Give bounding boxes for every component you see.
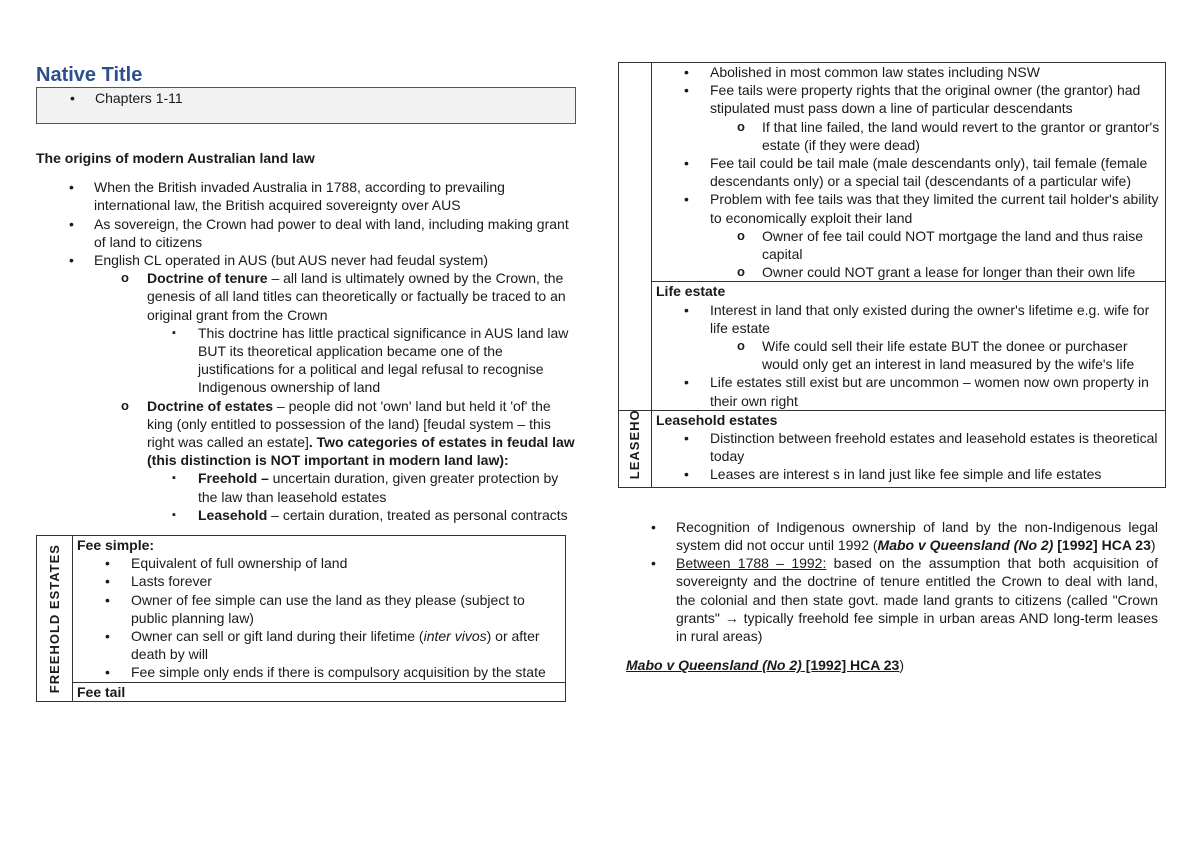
leasehold-side-label: LEASEHO — [619, 410, 652, 487]
list-item: • Problem with fee tails was that they limited the current tail holder's ability to economically exploit their land — [652, 190, 1165, 226]
freehold-side-label: FREEHOLD ESTATES — [37, 536, 73, 702]
list-item: • Equivalent of full ownership of land — [73, 554, 565, 572]
list-item: • Owner can sell or gift land during their lifetime (inter vivos) or after death by will — [73, 627, 565, 663]
chapters-item: • Chapters 1-11 — [37, 89, 575, 107]
origins-heading: The origins of modern Australian land law — [36, 150, 315, 166]
right-column — [618, 0, 1173, 674]
life-estate-cell — [652, 282, 1166, 410]
leasehold-item: ▪ Leasehold – certain duration, treated as personal contracts — [36, 506, 576, 524]
recognition-list — [618, 518, 1158, 645]
leasehold-cell — [652, 410, 1166, 487]
list-item: • When the British invaded Australia in 1788, according to prevailing international law, the British acquired sovereignty over AUS — [36, 178, 576, 214]
tenure-sub-item: ▪ This doctrine has little practical significance in AUS land law BUT its theoretical application became one of the justifications for a political and legal refusal to recognise Indigenous ownership of land — [36, 324, 576, 397]
between-item: • Between 1788 – 1992: based on the assumption that both acquisition of sovereignty and the doctrine of tenure entitled the Crown to deal with land, the colonial and then state govt. made land grants to citizens (called "Crown grants" → typically freehold fee simple in urban areas AND long-term leases in rural areas) — [618, 554, 1158, 645]
list-item: • Leases are interest s in land just like fee simple and life estates — [652, 465, 1165, 483]
fee-tail-cell — [73, 682, 566, 701]
list-item: • English CL operated in AUS (but AUS never had feudal system) — [36, 251, 576, 269]
case-heading: Mabo v Queensland (No 2) [1992] HCA 23) — [626, 657, 905, 674]
list-item: o Owner could NOT grant a lease for longer than their own life — [652, 263, 1165, 281]
chapters-box — [36, 87, 576, 124]
list-item: • Owner of fee simple can use the land as they please (subject to public planning law) — [73, 591, 565, 627]
fee-simple-cell — [73, 536, 566, 683]
list-item: • Fee tails were property rights that the original owner (the grantor) had stipulated must pass down a line of particular descendants — [652, 81, 1165, 117]
list-item: • Abolished in most common law states including NSW — [652, 63, 1165, 81]
freehold-item: ▪ Freehold – uncertain duration, given greater protection by the law than leasehold estates — [36, 469, 576, 505]
doctrine-of-estates-item: o Doctrine of estates – people did not 'own' land but held it 'of' the king (only entitled to possession of the land) [feudal system – this right was called an estate]. Two categories of estates in feudal law (this distinction is NOT important in modern land law): — [36, 397, 576, 470]
recognition-item: • Recognition of Indigenous ownership of land by the non-Indigenous legal system did not occur until 1992 (Mabo v Queensland (No 2) [1992] HCA 23) — [618, 518, 1158, 554]
left-column — [36, 0, 576, 702]
doctrine-of-tenure-item: o Doctrine of tenure – all land is ultimately owned by the Crown, the genesis of all land titles can theoretically or factually be traced to an original grant from the Crown — [36, 269, 576, 324]
fee-tail-title: Fee tail — [77, 683, 126, 700]
list-item: o Owner of fee tail could NOT mortgage the land and thus raise capital — [652, 227, 1165, 263]
page-title: Native Title — [36, 64, 143, 86]
list-item: • Fee simple only ends if there is compulsory acquisition by the state — [73, 663, 565, 681]
side-label-blank — [619, 63, 652, 411]
list-item: o Wife could sell their life estate BUT the donee or purchaser would only get an interest in land measured by the wife's life — [652, 337, 1165, 373]
list-item: • As sovereign, the Crown had power to deal with land, including making grant of land to citizens — [36, 215, 576, 251]
list-item: o If that line failed, the land would revert to the grantor or grantor's estate (if they were dead) — [652, 118, 1165, 154]
list-item: • Distinction between freehold estates and leasehold estates is theoretical today — [652, 429, 1165, 465]
list-item: • Lasts forever — [73, 572, 565, 590]
fee-simple-title: Fee simple: — [77, 537, 155, 554]
origins-list — [36, 178, 576, 524]
list-item: • Interest in land that only existed during the owner's lifetime e.g. wife for life estate — [652, 301, 1165, 337]
freehold-estates-table — [36, 535, 566, 702]
list-item: • Life estates still exist but are uncommon – women now own property in their own right — [652, 373, 1165, 409]
fee-tail-continued-cell — [652, 63, 1166, 282]
estates-continued-table — [618, 62, 1166, 488]
leasehold-title: Leasehold estates — [656, 411, 778, 428]
list-item: • Fee tail could be tail male (male descendants only), tail female (female descendants only) or a special tail (descendants of a particular wife) — [652, 154, 1165, 190]
life-estate-title: Life estate — [656, 283, 726, 300]
